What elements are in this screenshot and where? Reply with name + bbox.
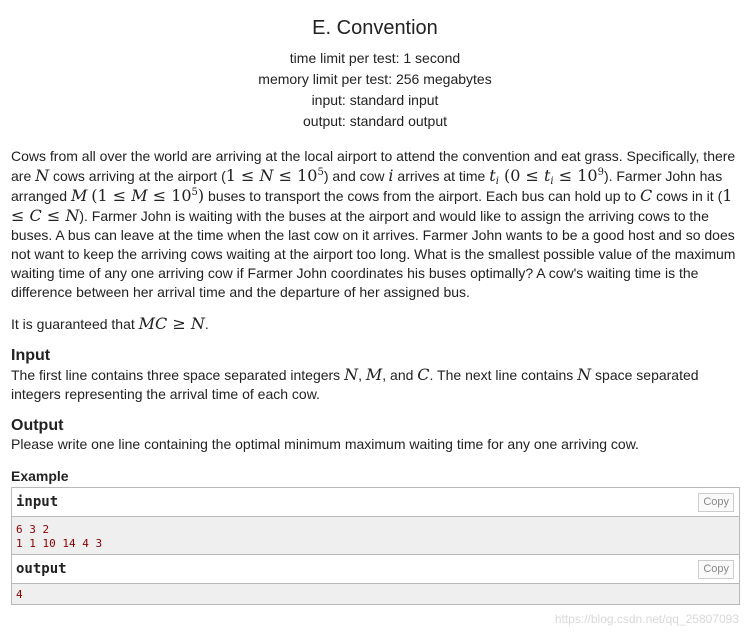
input-section-title: Input [11, 347, 51, 364]
sample-input-line: 1 1 10 14 4 3 [16, 537, 103, 550]
problem-statement [11, 147, 739, 334]
input-spec: input: standard input [311, 92, 439, 108]
watermark: https://blog.csdn.net/qq_25807093 [554, 612, 739, 626]
sample-output-label: output [16, 561, 67, 577]
example-title: Example [11, 468, 69, 484]
copy-output-button[interactable]: Copy [698, 560, 734, 579]
problem-header [11, 16, 739, 132]
output-section-text: Please write one line containing the optimal minimum maximum waiting time for any one arriving cow. [11, 436, 639, 452]
sample-input-line: 6 3 2 [16, 523, 50, 536]
problem-page [11, 0, 739, 605]
sample-input-label: input [16, 494, 59, 510]
sample-output-line: 4 [16, 588, 23, 601]
sample-tests [11, 487, 740, 605]
sample-input-header [12, 488, 739, 517]
guarantee-paragraph: It is guaranteed that MC ≥ N. [11, 314, 209, 333]
output-section-title: Output [11, 417, 64, 434]
sample-output-header [12, 555, 739, 584]
memory-limit: memory limit per test: 256 megabytes [258, 71, 492, 87]
statement-paragraph: Cows from all over the world are arriving at the local airport to attend the convention and eat grass. Specifically, there are N cows arriving at the airport $(1 \le N \le 10^5)$ and cow i arrives at time $t_i$ $(0 \le t_i \le 10^9)$. Farmer John has arranged M $(1 \le M \le 10^5)$ buses to transport the cows from the airport. Each bus can hold up to C cows in it (1 ≤ C ≤ N). Farmer John is waiting with the buses at the airport and would like to assign the arriving cows to the buses. A bus can leave at the time when the last cow on it arrives. Farmer John wants to be a good host and so does not want to keep the arriving cows waiting at the airport too long. What is the smallest possible value of the maximum waiting time of any one arriving cow if Farmer John coordinates his buses optimally? A cow's waiting time is the difference between her arrival time and the departure of her assigned bus. [11, 148, 736, 300]
output-spec: output: standard output [303, 113, 447, 129]
sample-input-body [12, 517, 739, 554]
time-limit: time limit per test: 1 second [289, 50, 461, 66]
copy-input-button[interactable]: Copy [698, 493, 734, 512]
problem-title: E. Convention [312, 17, 438, 39]
sample-output-body [12, 584, 739, 604]
input-section-text: The first line contains three space separated integers N, M, and C. The next line contains N space separated integers representing the arrival time of each cow. [11, 365, 699, 402]
